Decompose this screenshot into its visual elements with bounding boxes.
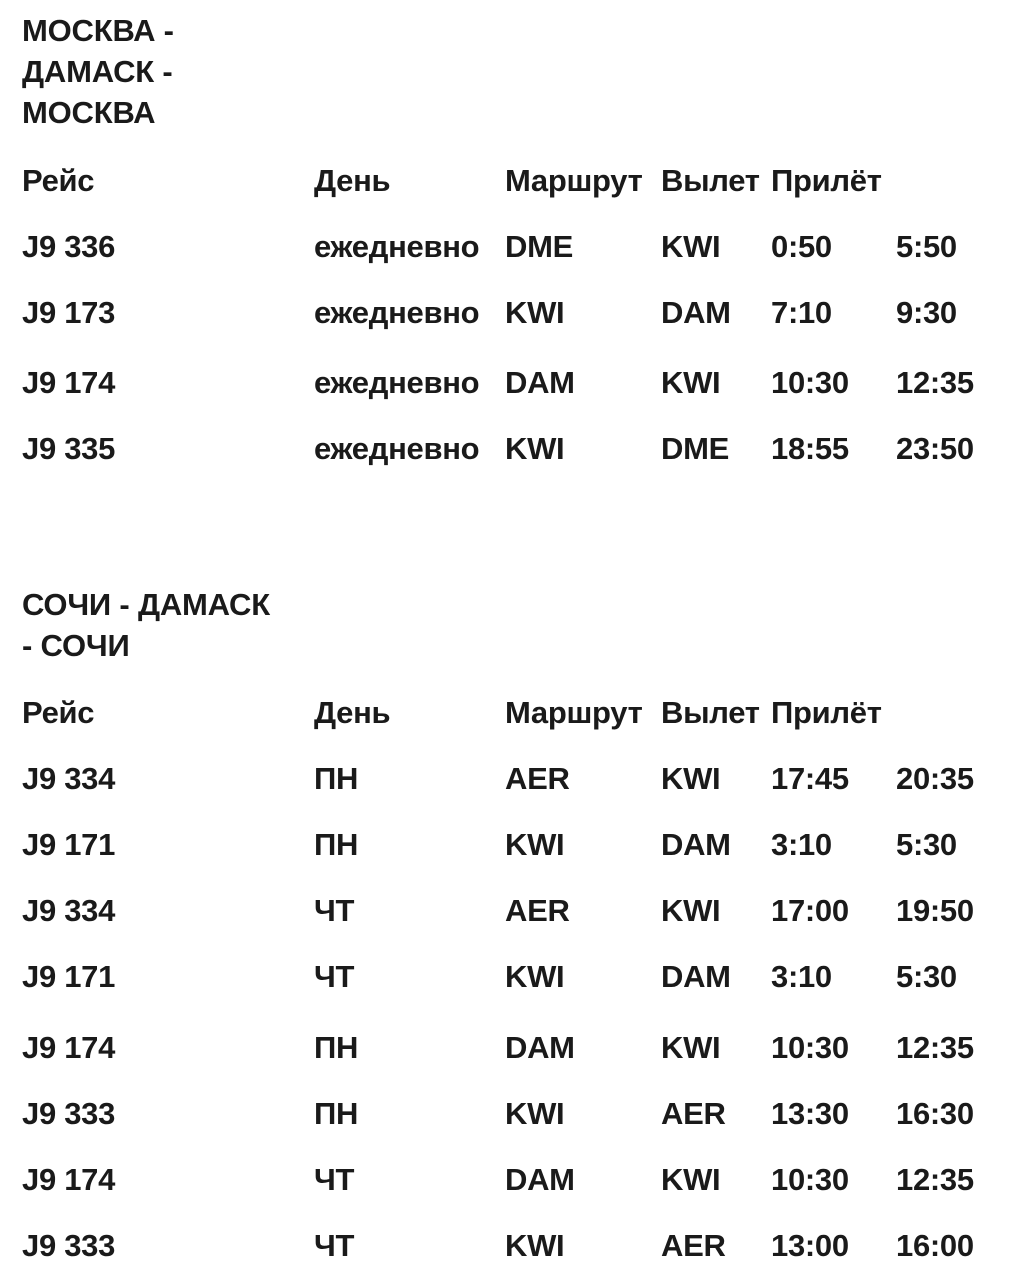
section-title-sochi-damascus: СОЧИ - ДАМАСК - СОЧИ	[22, 587, 270, 663]
departure-time: 17:00	[771, 893, 849, 928]
flight-number: J9 171	[22, 959, 116, 994]
route-to: DME	[661, 431, 729, 466]
departure-time: 17:45	[771, 761, 849, 796]
table-row	[0, 429, 1029, 469]
flight-number: J9 335	[22, 431, 116, 466]
route-from: DAM	[505, 1030, 575, 1065]
flight-number: J9 171	[22, 827, 116, 862]
flight-day: ПН	[314, 1096, 359, 1131]
flight-number: J9 333	[22, 1228, 116, 1263]
table-row	[0, 293, 1029, 333]
arrival-time: 12:35	[896, 365, 974, 400]
header-flight: Рейс	[22, 163, 95, 198]
route-from: KWI	[505, 431, 565, 466]
route-to: DAM	[661, 295, 731, 330]
arrival-time: 23:50	[896, 431, 974, 466]
arrival-time: 20:35	[896, 761, 974, 796]
table-header-row	[0, 161, 1029, 201]
departure-time: 0:50	[771, 229, 832, 264]
table-row	[0, 1094, 1029, 1134]
arrival-time: 16:30	[896, 1096, 974, 1131]
flight-day: ЧТ	[314, 1228, 355, 1263]
table-row	[0, 1028, 1029, 1068]
flight-day: ПН	[314, 1030, 359, 1065]
arrival-time: 16:00	[896, 1228, 974, 1263]
header-departure: Вылет	[661, 695, 760, 730]
arrival-time: 12:35	[896, 1162, 974, 1197]
header-route: Маршрут	[505, 695, 643, 730]
flight-day: ежедневно	[314, 431, 480, 466]
table-row	[0, 1160, 1029, 1200]
header-arrival: Прилёт	[771, 163, 882, 198]
route-to: AER	[661, 1096, 726, 1131]
route-from: AER	[505, 893, 570, 928]
flight-day: ежедневно	[314, 229, 480, 264]
arrival-time: 12:35	[896, 1030, 974, 1065]
departure-time: 10:30	[771, 1162, 849, 1197]
flight-day: ежедневно	[314, 365, 480, 400]
flight-number: J9 174	[22, 1030, 116, 1065]
route-to: KWI	[661, 761, 721, 796]
table-row	[0, 891, 1029, 931]
flight-day: ЧТ	[314, 1162, 355, 1197]
arrival-time: 5:30	[896, 959, 957, 994]
header-arrival: Прилёт	[771, 695, 882, 730]
header-flight: Рейс	[22, 695, 95, 730]
departure-time: 13:00	[771, 1228, 849, 1263]
departure-time: 7:10	[771, 295, 832, 330]
route-from: DAM	[505, 1162, 575, 1197]
departure-time: 3:10	[771, 827, 832, 862]
table-row	[0, 825, 1029, 865]
flight-number: J9 333	[22, 1096, 116, 1131]
table-row	[0, 1226, 1029, 1266]
route-from: KWI	[505, 1096, 565, 1131]
route-to: KWI	[661, 893, 721, 928]
flight-day: ПН	[314, 761, 359, 796]
route-from: KWI	[505, 295, 565, 330]
route-from: KWI	[505, 827, 565, 862]
departure-time: 18:55	[771, 431, 849, 466]
route-to: DAM	[661, 827, 731, 862]
departure-time: 10:30	[771, 365, 849, 400]
flight-day: ЧТ	[314, 959, 355, 994]
flight-number: J9 173	[22, 295, 116, 330]
section-title-moscow-damascus: МОСКВА - ДАМАСК - МОСКВА	[22, 13, 174, 130]
flight-day: ЧТ	[314, 893, 355, 928]
route-to: DAM	[661, 959, 731, 994]
table-row	[0, 957, 1029, 997]
route-to: KWI	[661, 229, 721, 264]
flight-number: J9 334	[22, 761, 116, 796]
table-row	[0, 227, 1029, 267]
departure-time: 10:30	[771, 1030, 849, 1065]
route-from: KWI	[505, 1228, 565, 1263]
arrival-time: 5:50	[896, 229, 957, 264]
flight-day: ежедневно	[314, 295, 480, 330]
flight-number: J9 336	[22, 229, 116, 264]
arrival-time: 5:30	[896, 827, 957, 862]
table-row	[0, 759, 1029, 799]
route-to: KWI	[661, 365, 721, 400]
flight-number: J9 174	[22, 1162, 116, 1197]
header-route: Маршрут	[505, 163, 643, 198]
table-row	[0, 363, 1029, 403]
arrival-time: 19:50	[896, 893, 974, 928]
header-day: День	[314, 163, 391, 198]
route-to: KWI	[661, 1030, 721, 1065]
arrival-time: 9:30	[896, 295, 957, 330]
route-from: DAM	[505, 365, 575, 400]
header-day: День	[314, 695, 391, 730]
flight-number: J9 174	[22, 365, 116, 400]
table-header-row	[0, 693, 1029, 733]
route-from: DME	[505, 229, 573, 264]
flight-day: ПН	[314, 827, 359, 862]
departure-time: 13:30	[771, 1096, 849, 1131]
route-from: AER	[505, 761, 570, 796]
flight-number: J9 334	[22, 893, 116, 928]
route-to: AER	[661, 1228, 726, 1263]
departure-time: 3:10	[771, 959, 832, 994]
route-to: KWI	[661, 1162, 721, 1197]
header-departure: Вылет	[661, 163, 760, 198]
route-from: KWI	[505, 959, 565, 994]
